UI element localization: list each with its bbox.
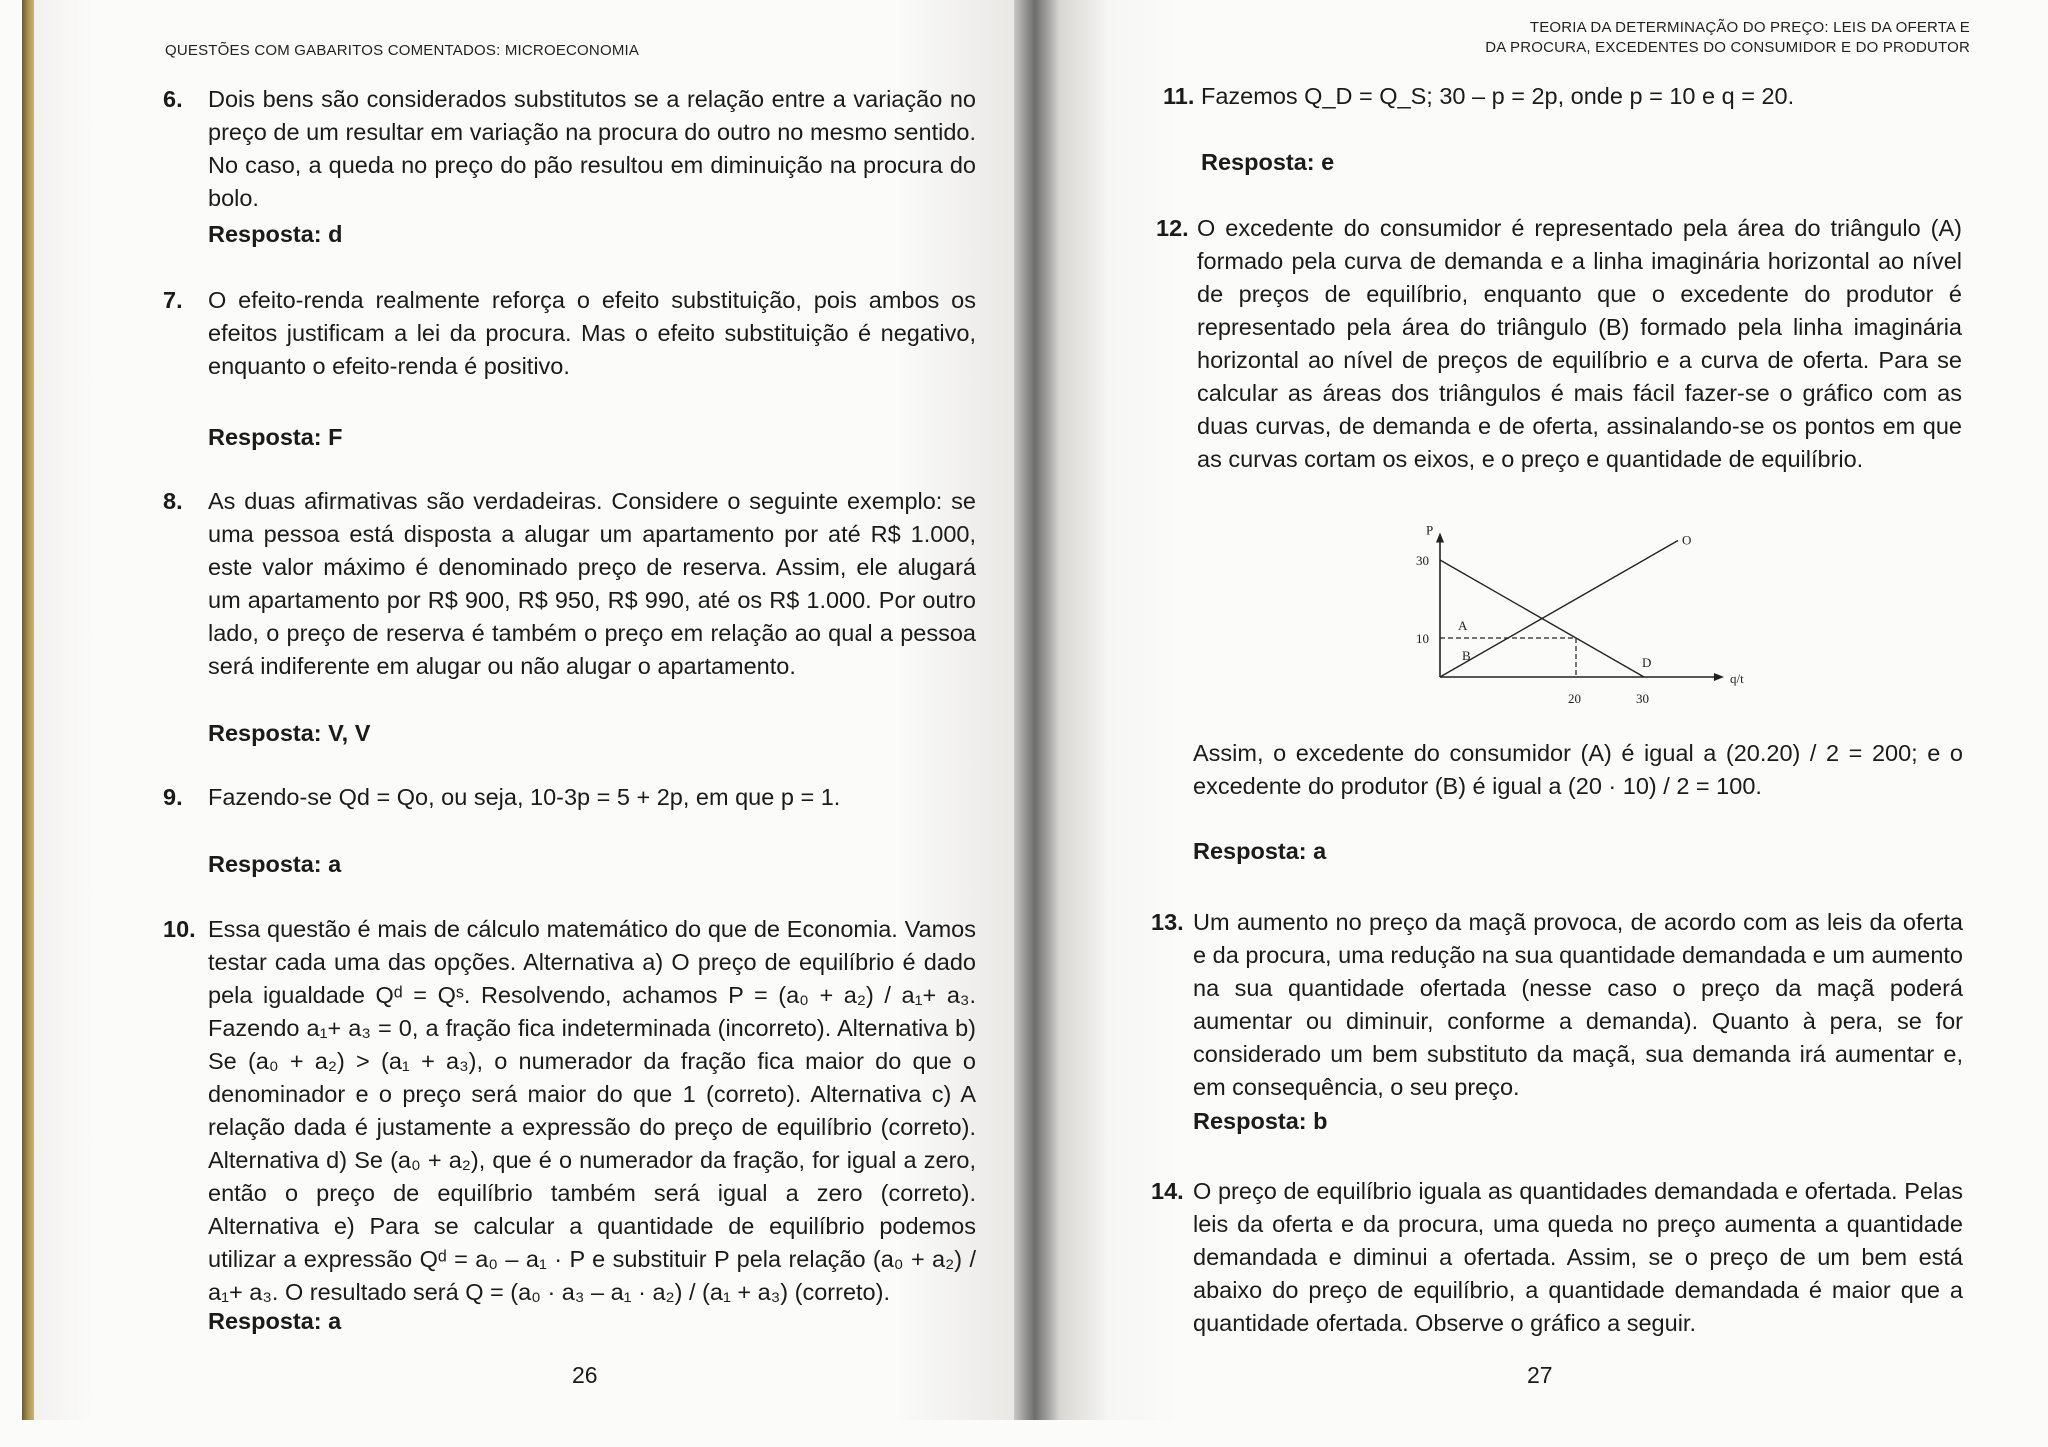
x-tick-20: 20 [1568, 691, 1581, 706]
item-14-text: O preço de equilíbrio iguala as quantidades demandada e ofertada. Pelas leis da oferta e da procura, uma queda no preço aumenta a quantidade demandada e diminui a ofertada. Assim, se o preço de um bem está abaixo do preço de equilíbrio, a quantidade demandada é maior que a quantidade ofertada. Observe o gráfico a seguir. [1193, 1178, 1963, 1336]
left-page-number: 26 [572, 1362, 598, 1388]
item-11-text: Fazemos Q_D = Q_S; 30 – p = 2p, onde p = 10 e q = 20. [1201, 83, 1795, 109]
item-6-text: Dois bens são considerados substitutos se a relação entre a variação no preço de um resultar em variação na procura do outro no mesmo sentido. No caso, a queda no preço do pão resultou em diminuição na procura do bolo. [208, 86, 976, 211]
y-tick-30: 30 [1416, 553, 1429, 568]
item-8-answer: Resposta: V, V [208, 720, 371, 746]
item-12-text: O excedente do consumidor é representado pela área do triângulo (A) formado pela curva de demanda e a linha imaginária horizontal ao nível de preços de equilíbrio, enquanto que o excedente do produtor é representado pela área do triângulo (B) formado pela linha imaginária horizontal ao nível de preços de equilíbrio e a curva de oferta. Para se calcular as áreas dos triângulos é mais fácil fazer-se o gráfico com as duas curvas, de demanda e de oferta, assinalando-se os pontos em que as curvas cortam os eixos, e o preço e quantidade de equilíbrio. [1197, 215, 1962, 472]
region-label-A: A [1458, 618, 1468, 633]
item-12-after-chart-text: Assim, o excedente do consumidor (A) é igual a (20.20) / 2 = 200; e o excedente do produtor (B) é igual a (20 · 10) / 2 = 100. [1193, 740, 1963, 799]
chart-layer [1416, 523, 1744, 707]
left-running-header: QUESTÕES COM GABARITOS COMENTADOS: MICROECONOMIA [165, 42, 640, 59]
item-14-number: 14. [1151, 1178, 1184, 1204]
y-axis-label: P [1426, 522, 1434, 538]
right-running-header-line1: TEORIA DA DETERMINAÇÃO DO PREÇO: LEIS DA OFERTA E [1529, 19, 1970, 36]
supply-demand-chart [1410, 512, 1744, 722]
item-8-number: 8. [163, 488, 183, 514]
y-tick-10: 10 [1416, 631, 1429, 646]
right-running-header [1480, 18, 1970, 58]
right-running-header-line2: DA PROCURA, EXCEDENTES DO CONSUMIDOR E DO PRODUTOR [1485, 39, 1970, 56]
item-13-text: Um aumento no preço da maçã provoca, de acordo com as leis da oferta e da procura, uma redução na sua quantidade demandada e um aumento na sua quantidade ofertada (nesse caso o preço da maçã poderá aumentar ou diminuir, conforme a demanda). Quanto à pera, se for considerado um bem substituto da maçã, sua demanda irá aumentar e, em consequência, o seu preço. [1193, 909, 1963, 1100]
item-9-number: 9. [163, 784, 183, 810]
x-tick-30: 30 [1636, 691, 1649, 706]
item-13-number: 13. [1151, 909, 1184, 935]
right-page-number: 27 [1527, 1362, 1553, 1388]
item-10-answer: Resposta: a [208, 1308, 342, 1334]
item-10-number: 10. [163, 916, 196, 942]
item-7-answer: Resposta: F [208, 424, 343, 450]
item-12-number: 12. [1156, 215, 1189, 241]
item-7-number: 7. [163, 287, 183, 313]
item-7-text: O efeito-renda realmente reforça o efeito substituição, pois ambos os efeitos justificam a lei da procura. Mas o efeito substituição é negativo, enquanto o efeito-renda é positivo. [208, 287, 976, 379]
item-6-answer: Resposta: d [208, 221, 343, 247]
item-13-answer: Resposta: b [1193, 1108, 1328, 1134]
region-label-B: B [1462, 648, 1471, 663]
item-6-number: 6. [163, 86, 183, 112]
item-9-answer: Resposta: a [208, 851, 342, 877]
item-8-text: As duas afirmativas são verdadeiras. Considere o seguinte exemplo: se uma pessoa está disposta a alugar um apartamento por até R$ 1.000, este valor máximo é denominado preço de reserva. Assim, ele alugará um apartamento por R$ 900, R$ 950, R$ 990, até os R$ 1.000. Por outro lado, o preço de reserva é também o preço em relação ao qual a pessoa será indiferente em alugar ou não alugar o apartamento. [208, 488, 976, 679]
series-label-O: O [1682, 532, 1692, 548]
book-binding-edge [22, 0, 34, 1420]
x-axis-label: q/t [1730, 671, 1744, 686]
item-9-text: Fazendo-se Qd = Qo, ou seja, 10-3p = 5 + 2p, em que p = 1. [208, 784, 841, 810]
book-gutter [1014, 0, 1060, 1420]
item-12-answer: Resposta: a [1193, 838, 1327, 864]
item-10-text: Essa questão é mais de cálculo matemático do que de Economia. Vamos testar cada uma das opções. Alternativa a) O preço de equilíbrio é dado pela igualdade Qᵈ = Qˢ. Resolvendo, achamos P = (a₀ + a₂) / a₁+ a₃. Fazendo a₁+ a₃ = 0, a fração fica indeterminada (incorreto). Alternativa b) Se (a₀ + a₂) > (a₁ + a₃), o numerador da fração fica maior do que o denominador e o preço será maior do que 1 (correto). Alternativa c) A relação dada é justamente a expressão do preço de equilíbrio (correto). Alternativa d) Se (a₀ + a₂), que é o numerador da fração, for igual a zero, então o preço de equilíbrio também será igual a zero (correto). Alternativa e) Para se calcular a quantidade de equilíbrio podemos utilizar a expressão Qᵈ = a₀ – a₁ · P e substituir P pela relação (a₀ + a₂) / a₁+ a₃. O resultado será Q = (a₀ · a₃ – a₁ · a₂) / (a₁ + a₃) (correto). [208, 916, 976, 1305]
item-11-answer: Resposta: e [1201, 149, 1335, 175]
item-11-number: 11. [1163, 83, 1195, 109]
series-label-D: D [1642, 655, 1652, 670]
y-axis-arrow [1436, 533, 1444, 543]
